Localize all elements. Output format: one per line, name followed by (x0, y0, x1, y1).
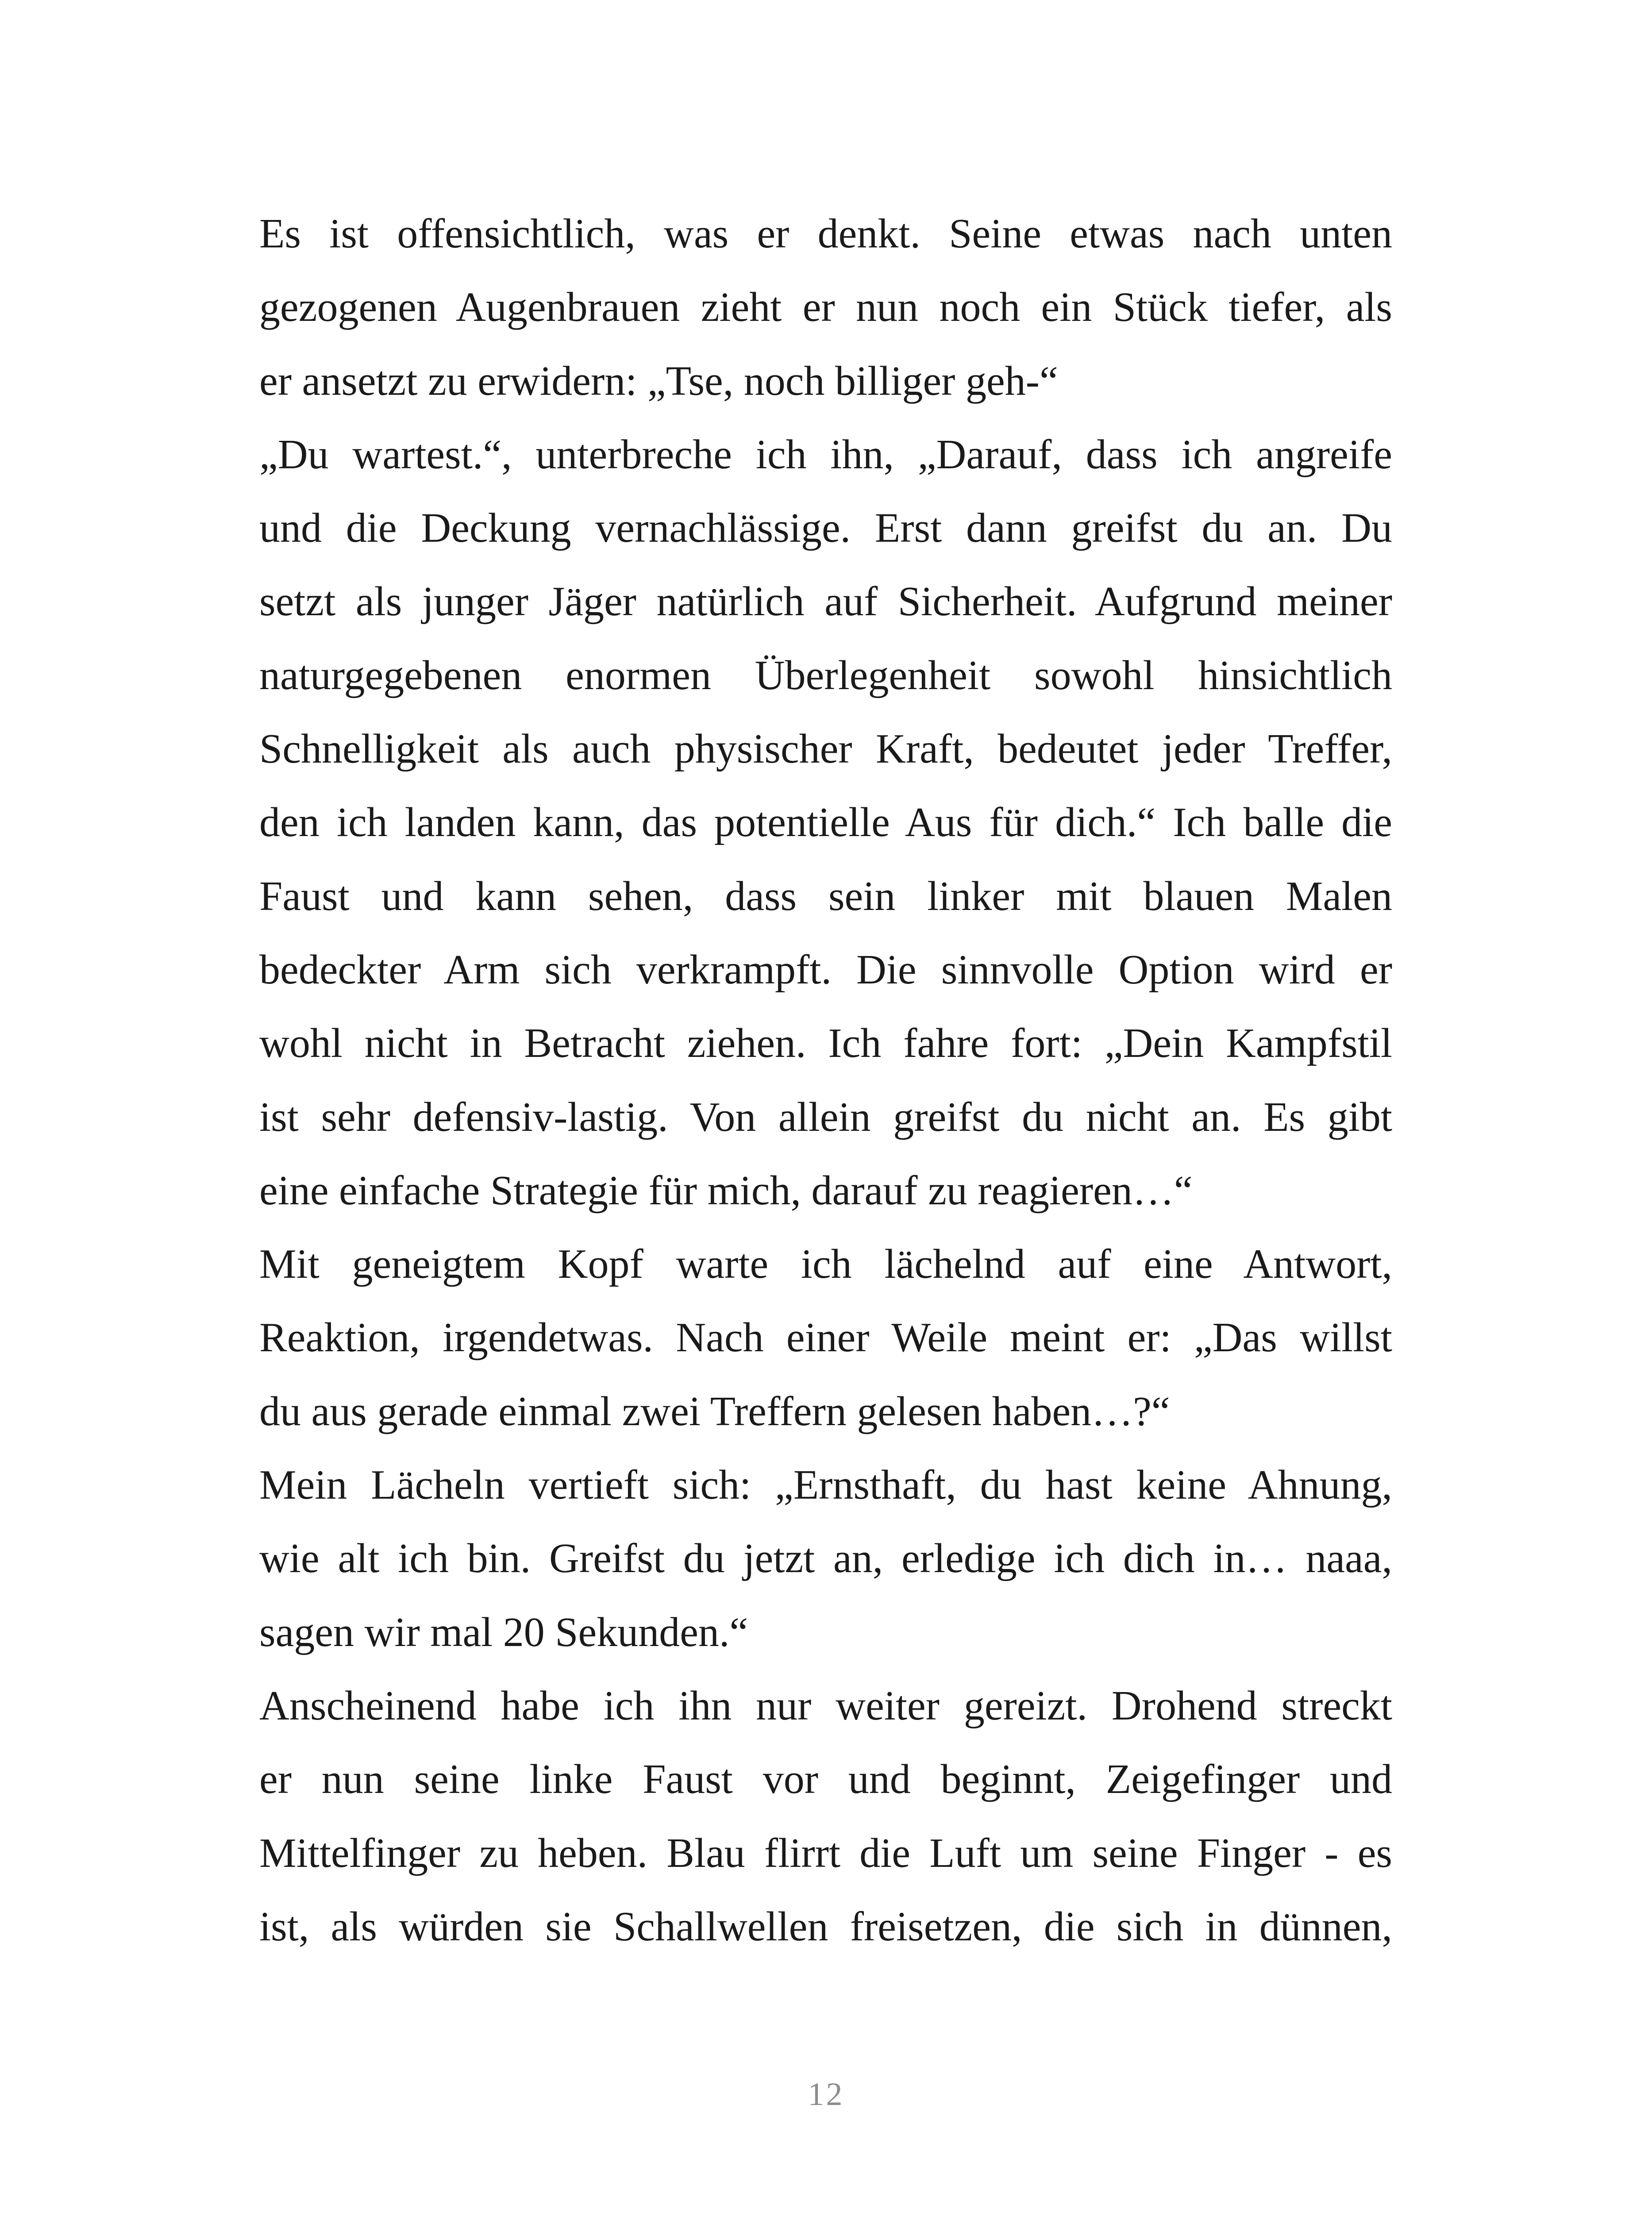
text-line: setzt als junger Jäger natürlich auf Sicherheit. Aufgrund meiner (259, 578, 1392, 625)
text-line: Reaktion, irgendetwas. Nach einer Weile meint er: „Das willst (259, 1315, 1392, 1361)
text-line: Mittelfinger zu heben. Blau flirrt die Luft um seine Finger - es (259, 1830, 1392, 1876)
text-line: sagen wir mal 20 Sekunden.“ (259, 1609, 748, 1655)
text-line: Mit geneigtem Kopf warte ich lächelnd auf eine Antwort, (259, 1241, 1392, 1288)
text-line: ist, als würden sie Schallwellen freisetzen, die sich in dünnen, (259, 1903, 1392, 1950)
text-line: gezogenen Augenbrauen zieht er nun noch ein Stück tiefer, als (259, 284, 1392, 331)
text-line: naturgegebenen enormen Überlegenheit sowohl hinsichtlich (259, 652, 1392, 698)
page-number: 12 (808, 2076, 844, 2113)
text-line: Es ist offensichtlich, was er denkt. Seine etwas nach unten (259, 211, 1392, 257)
text-line: du aus gerade einmal zwei Treffern gelesen haben…?“ (259, 1388, 1170, 1434)
text-line: Faust und kann sehen, dass sein linker mit blauen Malen (259, 873, 1392, 919)
text-line: bedeckter Arm sich verkrampft. Die sinnvolle Option wird er (259, 946, 1392, 993)
text-line: ist sehr defensiv-lastig. Von allein greifst du nicht an. Es gibt (259, 1094, 1392, 1140)
text-line: und die Deckung vernachlässige. Erst dann greifst du an. Du (259, 505, 1392, 551)
text-line: er ansetzt zu erwidern: „Tse, noch billiger geh-“ (259, 358, 1058, 404)
text-line: wohl nicht in Betracht ziehen. Ich fahre fort: „Dein Kampfstil (259, 1020, 1392, 1067)
text-line: eine einfache Strategie für mich, darauf zu reagieren…“ (259, 1167, 1193, 1214)
text-line: Anscheinend habe ich ihn nur weiter gereizt. Drohend streckt (259, 1682, 1392, 1729)
text-line: Mein Lächeln vertieft sich: „Ernsthaft, du hast keine Ahnung, (259, 1462, 1392, 1508)
text-line: er nun seine linke Faust vor und beginnt, Zeigefinger und (259, 1756, 1392, 1803)
text-line: wie alt ich bin. Greifst du jetzt an, erledige ich dich in… naaa, (259, 1535, 1392, 1582)
text-line: „Du wartest.“, unterbreche ich ihn, „Darauf, dass ich angreife (259, 431, 1392, 478)
body-text (259, 197, 1392, 1963)
text-line: den ich landen kann, das potentielle Aus für dich.“ Ich balle die (259, 799, 1392, 846)
text-line: Schnelligkeit als auch physischer Kraft, bedeutet jeder Treffer, (259, 726, 1392, 772)
